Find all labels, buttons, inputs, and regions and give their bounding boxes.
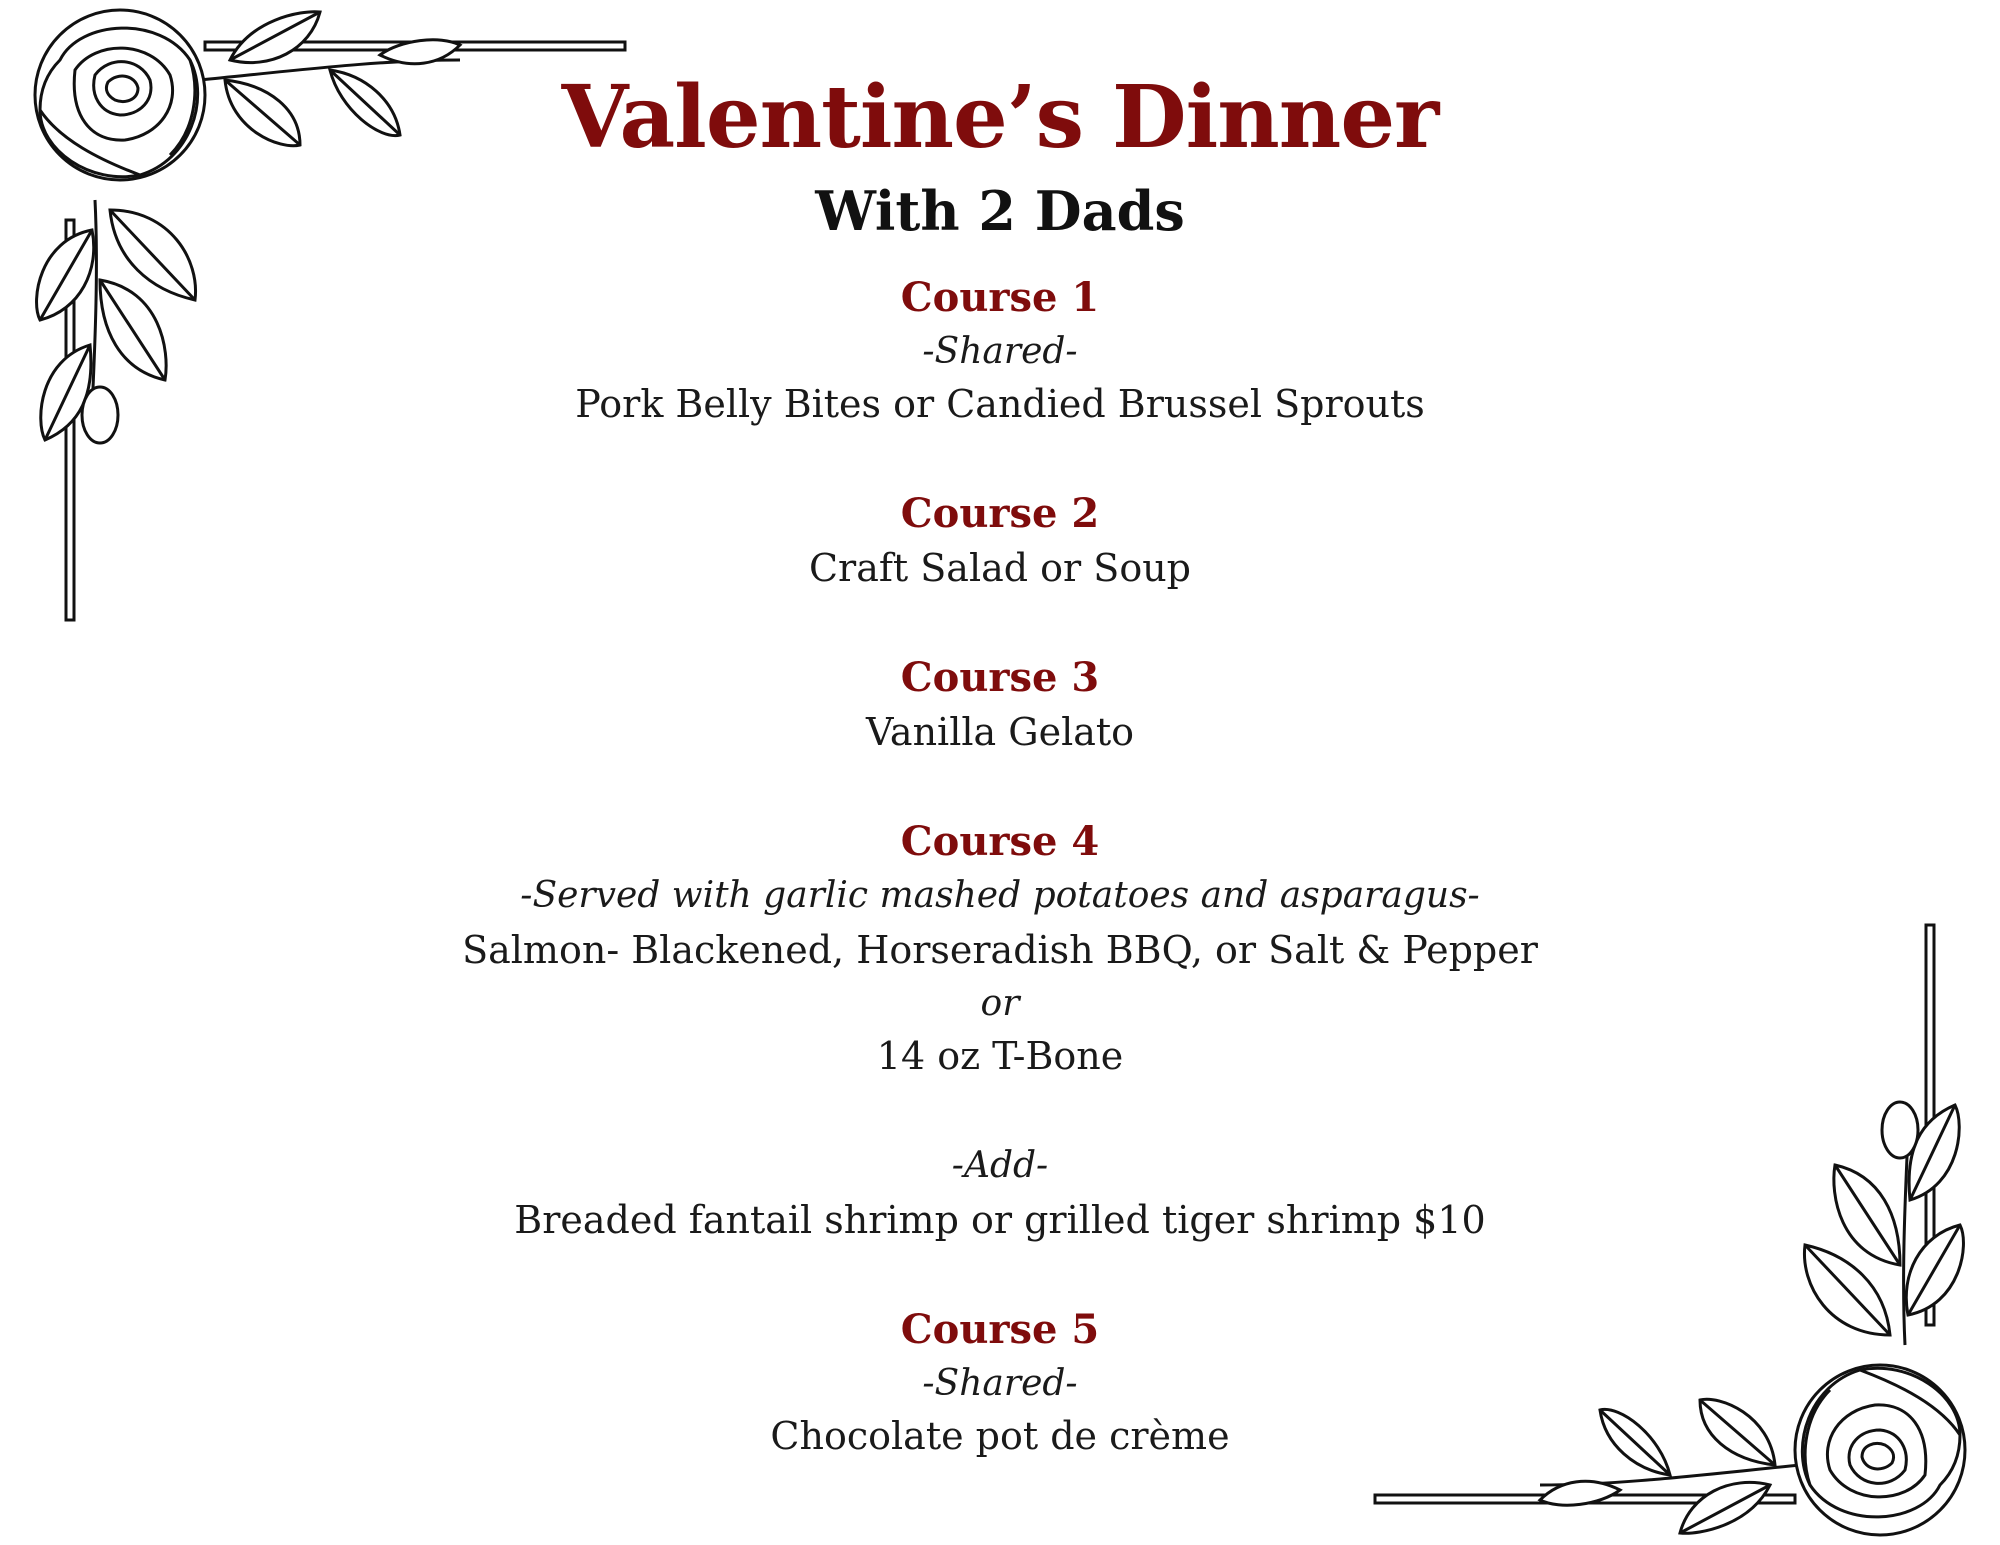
course-5-title: Course 5 — [900, 1306, 1100, 1353]
menu-title: Valentine’s Dinner — [561, 67, 1439, 168]
menu-subtitle: With 2 Dads — [815, 179, 1185, 243]
course-2-title: Course 2 — [900, 490, 1100, 537]
course-4-title: Course 4 — [900, 818, 1100, 865]
course-1-item: Pork Belly Bites or Candied Brussel Sprouts — [575, 382, 1425, 426]
course-3-item: Vanilla Gelato — [865, 710, 1135, 754]
course-4-item: Salmon- Blackened, Horseradish BBQ, or Salt & Pepper — [462, 928, 1538, 972]
course-5-item: Chocolate pot de crème — [770, 1414, 1230, 1458]
course-4-addon-item: Breaded fantail shrimp or grilled tiger shrimp $10 — [514, 1198, 1486, 1242]
course-3-title: Course 3 — [900, 654, 1100, 701]
course-4-addon-note: -Add- — [951, 1145, 1049, 1186]
course-1-title: Course 1 — [900, 274, 1100, 321]
course-4-note: -Served with garlic mashed potatoes and asparagus- — [520, 875, 1480, 916]
course-5-note: -Shared- — [922, 1363, 1078, 1404]
course-4-separator: or — [980, 983, 1020, 1024]
course-2-item: Craft Salad or Soup — [808, 546, 1192, 590]
course-1-note: -Shared- — [922, 331, 1078, 372]
course-4-item-2: 14 oz T-Bone — [876, 1034, 1124, 1078]
